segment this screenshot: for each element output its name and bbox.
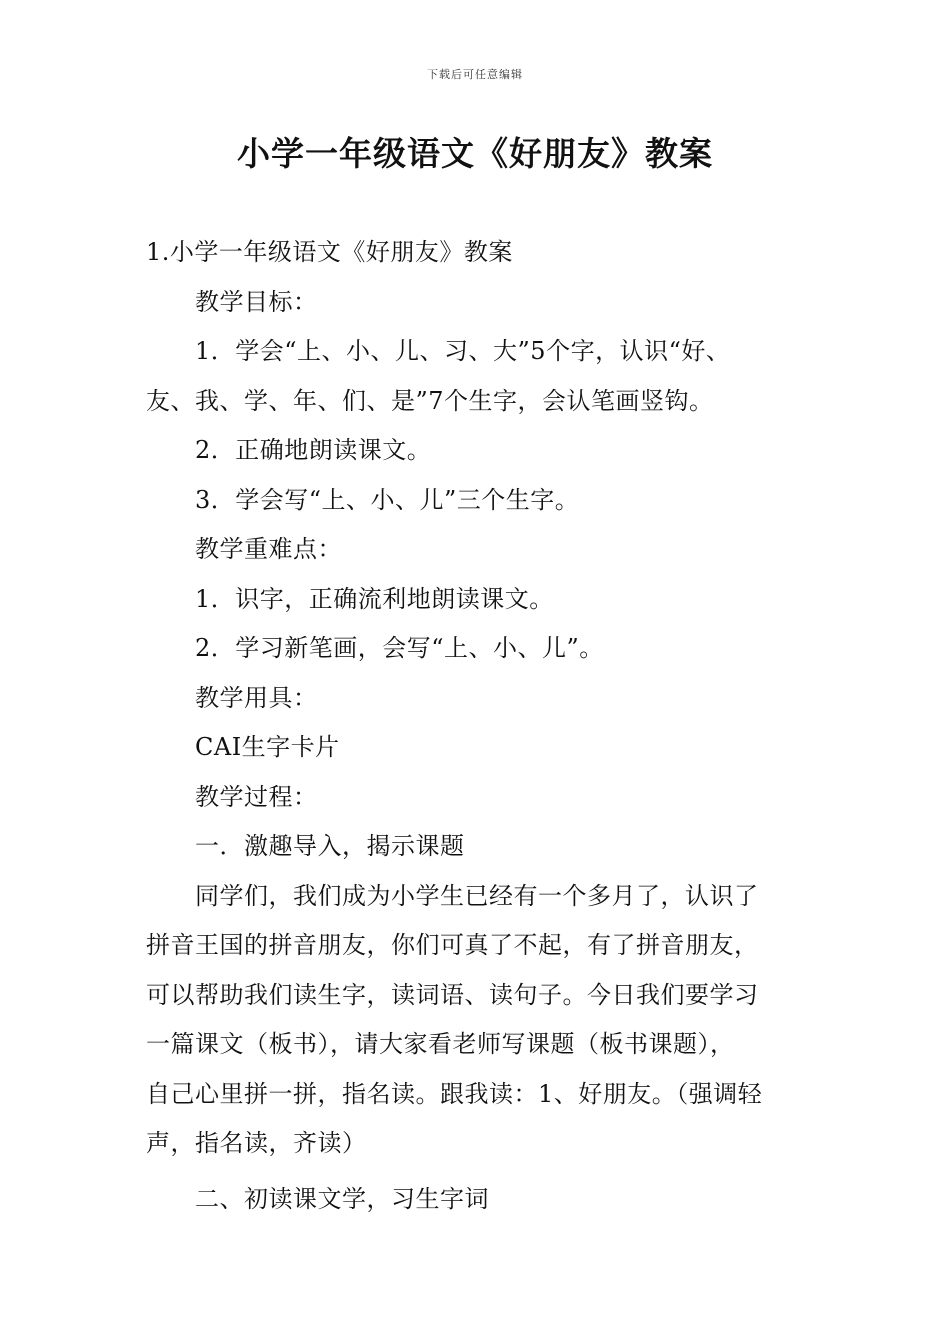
text-line: 友、我、学、年、们、是”7个生字，会认笔画竖钩。 [146,386,714,415]
text-line: 拼音王国的拼音朋友，你们可真了不起，有了拼音朋友， [146,931,759,959]
document-title: 小学一年级语文《好朋友》教案 [237,134,713,173]
text-line: 教学重难点： [195,535,342,563]
text-line: 二、初读课文学，习生字词 [195,1184,489,1213]
text-line: 教学用具： [195,683,318,712]
text-line: 1．识字，正确流利地朗读课文。 [195,584,554,613]
text-line: 教学过程： [195,782,318,811]
text-line: 一．激趣导入，揭示课题 [195,832,465,860]
text-line: 自己心里拼一拼，指名读。跟我读：1、好朋友。（强调轻 [146,1079,763,1108]
text-line: 2．学习新笔画，会写“上、小、儿”。 [195,634,604,662]
text-line: CAI生字卡片 [195,733,340,761]
text-line: 同学们，我们成为小学生已经有一个多月了，认识了 [195,881,759,910]
text-line: 可以帮助我们读生字，读词语、读句子。今日我们要学习 [146,980,759,1009]
text-line: 1．学会“上、小、儿、习、大”5个字，认识“好、 [195,337,731,365]
text-line: 一篇课文（板书），请大家看老师写课题（板书课题）， [146,1030,735,1058]
text-line: 2．正确地朗读课文。 [195,436,432,464]
text-line: 声，指名读，齐读） [146,1129,367,1157]
document-body [146,228,810,1224]
header-note: 下载后可任意编辑 [427,68,523,81]
text-line: 3．学会写“上、小、儿”三个生字。 [195,485,580,514]
text-line: 1.小学一年级语文《好朋友》教案 [146,238,513,266]
text-line: 教学目标： [195,287,318,316]
